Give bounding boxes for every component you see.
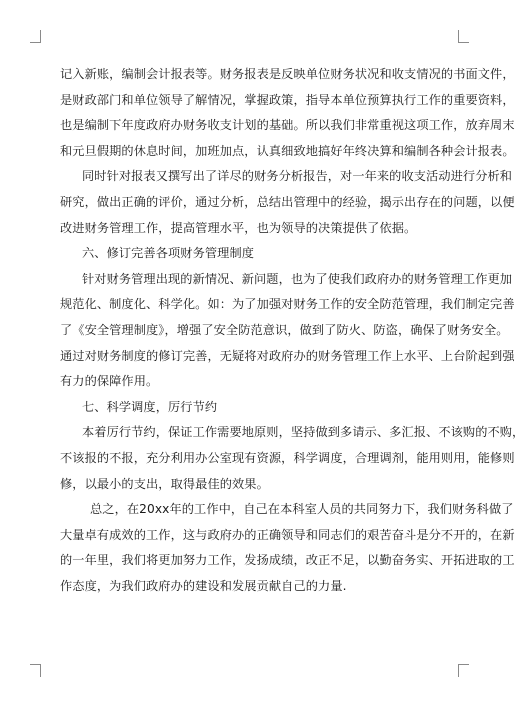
section-heading: 七、科学调度，厉行节约 — [82, 399, 218, 414]
text-line: 作态度，为我们政府办的建设和发展贡献自己的力量. — [60, 578, 347, 593]
text-line: 大量卓有成效的工作，这与政府办的正确领导和同志们的艰苦奋斗是分不开的，在新 — [60, 527, 515, 542]
document-body — [60, 62, 524, 599]
text-line: 规范化、制度化、科学化。如：为了加强对财务工作的安全防范管理，我们制定完善 — [60, 297, 515, 312]
crop-mark-top-left — [30, 30, 41, 43]
text-line: 不该报的不报，充分利用办公室现有资源，科学调度，合理调剂，能用则用，能修则 — [60, 450, 515, 465]
text-line: 也是编制下年度政府办财务收支计划的基础。所以我们非常重视这项工作，放弃周末 — [60, 118, 515, 133]
section-heading: 六、修订完善各项财务管理制度 — [82, 246, 255, 261]
text-line: 针对财务管理出现的新情况、新问题，也为了使我们政府办的财务管理工作更加 — [82, 271, 513, 286]
text-line: 改进财务管理工作，提高管理水平，也为领导的决策提供了依据。 — [60, 220, 417, 235]
crop-mark-top-right — [458, 30, 469, 43]
text-line: 本着厉行节约，保证工作需要地原则，坚持做到多请示、多汇报、不该购的不购， — [82, 425, 524, 440]
text-line: 通过对财务制度的修订完善，无疑将对政府办的财务管理工作上水平、上台阶起到强 — [60, 348, 515, 363]
text-line: 有力的保障作用。 — [60, 374, 159, 389]
crop-mark-bottom-right — [458, 664, 469, 677]
text-line: 的一年里，我们将更加努力工作，发扬成绩，改正不足，以勤奋务实、开拓进取的工 — [60, 553, 515, 568]
crop-mark-bottom-left — [30, 664, 41, 677]
text-line: 修，以最小的支出，取得最佳的效果。 — [60, 476, 269, 491]
text-line: 是财政部门和单位领导了解情况，掌握政策，指导本单位预算执行工作的重要资料， — [60, 92, 515, 107]
text-line: 同时针对报表又撰写出了详尽的财务分析报告，对一年来的收支活动进行分析和 — [82, 169, 513, 184]
text-line: 和元旦假期的休息时间，加班加点，认真细致地搞好年终决算和编制各种会计报表。 — [60, 143, 515, 158]
text-line: 记入新账，编制会计报表等。财务报表是反映单位财务状况和收支情况的书面文件， — [60, 67, 515, 81]
text-line: 研究，做出正确的评价，通过分析，总结出管理中的经验，揭示出存在的问题，以便 — [60, 194, 515, 209]
text-line: 了《安全管理制度》，增强了安全防范意识，做到了防火、防盗，确保了财务安全。 — [60, 322, 509, 337]
text-line: 总之，在20xx年的工作中，自己在本科室人员的共同努力下，我们财务科做了 — [90, 502, 514, 517]
